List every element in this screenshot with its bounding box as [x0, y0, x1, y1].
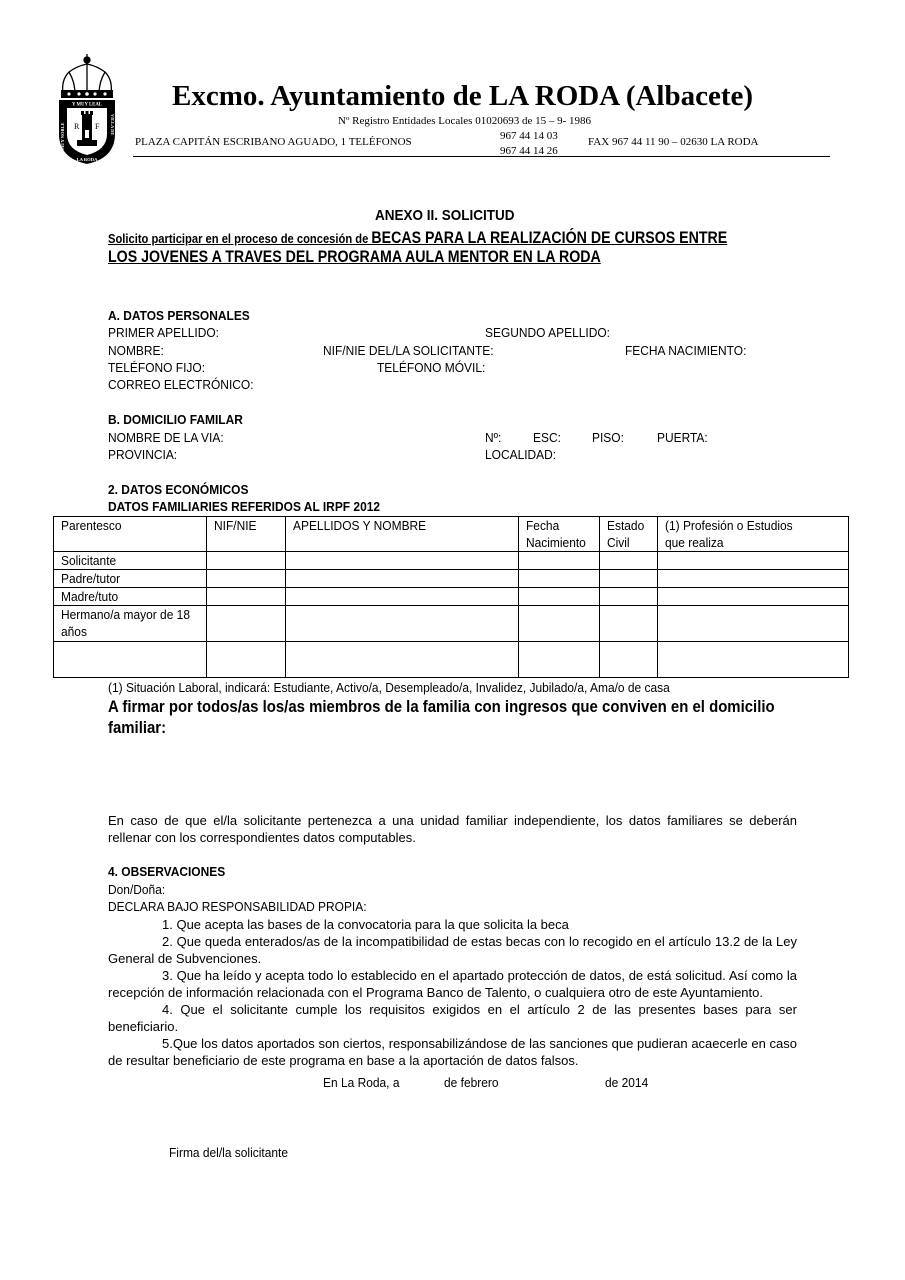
localidad-label: LOCALIDAD: — [485, 447, 557, 462]
via-label: NOMBRE DE LA VIA: — [108, 430, 224, 445]
section-a-heading: A. DATOS PERSONALES — [108, 308, 250, 323]
table-cell[interactable] — [286, 606, 519, 642]
crest-motto-top: Y MUY LEAL — [71, 102, 103, 108]
esc-label: ESC: — [533, 430, 561, 445]
annex-intro-small: Solicito participar en el proceso de concesión de — [108, 231, 372, 246]
crest-motto-bottom: LA RODA — [76, 157, 98, 162]
table-cell[interactable] — [207, 588, 286, 606]
declaration-item: 2. Que queda enterados/as de la incompatibilidad de estas becas con lo recogido en el artículo 13.2 de la Ley General de Subvenciones. — [108, 934, 797, 966]
crest-initial-left: R — [74, 122, 80, 131]
table-cell[interactable] — [207, 642, 286, 678]
fecha-nacimiento-label: FECHA NACIMIENTO: — [625, 343, 747, 358]
piso-label: PISO: — [592, 430, 624, 445]
header-divider — [133, 156, 830, 157]
table-footnote: (1) Situación Laboral, indicará: Estudiante, Activo/a, Desempleado/a, Invalidez, Jubilado/a, Ama/o de casa — [108, 680, 670, 695]
address: PLAZA CAPITÁN ESCRIBANO AGUADO, 1 TELÉFONOS — [135, 136, 412, 148]
table-cell[interactable] — [519, 588, 600, 606]
declaration-item: 1. Que acepta las bases de la convocatoria para la que solicita la beca — [162, 917, 569, 932]
table-cell-parentesco: Madre/tuto — [54, 588, 207, 606]
table-cell[interactable] — [600, 606, 658, 642]
table-cell[interactable] — [519, 606, 600, 642]
table-header-cell: (1) Profesión o Estudios que realiza — [658, 517, 849, 552]
crest-motto-right: VILLA DE — [110, 114, 115, 136]
table-header-cell: Fecha Nacimiento — [519, 517, 600, 552]
closing-place: En La Roda, a — [323, 1075, 400, 1090]
nombre-label: NOMBRE: — [108, 343, 164, 358]
closing-year: de 2014 — [605, 1075, 649, 1090]
don-label: Don/Doña: — [108, 882, 166, 897]
table-cell[interactable] — [600, 570, 658, 588]
table-cell[interactable] — [658, 588, 849, 606]
primer-apellido-label: PRIMER APELLIDO: — [108, 325, 220, 340]
table-cell[interactable] — [658, 606, 849, 642]
table-cell[interactable] — [207, 570, 286, 588]
table-cell[interactable] — [519, 570, 600, 588]
registry-number: Nº Registro Entidades Locales 01020693 de 15 – 9- 1986 — [338, 115, 592, 127]
family-table — [53, 516, 849, 678]
declaration-item: 3. Que ha leído y acepta todo lo establecido en el apartado protección de datos, de está solicitud. Así como la recepción de información relacionada con el Programa Banco de Talento, o cualquiera otro de este Ayuntamiento. — [108, 968, 797, 1000]
fax-postal: FAX 967 44 11 90 – 02630 LA RODA — [588, 136, 759, 148]
table-row — [54, 606, 849, 642]
section-b-heading: B. DOMICILIO FAMILAR — [108, 412, 243, 427]
phone-1: 967 44 14 03 — [500, 130, 558, 142]
table-cell[interactable] — [658, 642, 849, 678]
municipality-title: Excmo. Ayuntamiento de LA RODA (Albacete) — [172, 80, 754, 112]
table-cell[interactable] — [658, 552, 849, 570]
table-cell-parentesco: Hermano/a mayor de 18 años — [54, 606, 207, 642]
table-cell-parentesco: Solicitante — [54, 552, 207, 570]
section-4-heading: 4. OBSERVACIONES — [108, 864, 226, 879]
nif-label: NIF/NIE DEL/LA SOLICITANTE: — [323, 343, 494, 358]
table-header-row — [54, 517, 849, 552]
numero-label: Nº: — [485, 430, 502, 445]
annex-intro-line-2: LOS JOVENES A TRAVES DEL PROGRAMA AULA MENTOR EN LA RODA — [108, 248, 601, 266]
declaration-list — [108, 916, 797, 1069]
table-cell[interactable] — [286, 552, 519, 570]
sign-notice: A firmar por todos/as los/as miembros de la familia con ingresos que conviven en el domicilio familiar: — [108, 698, 775, 737]
table-cell[interactable] — [600, 642, 658, 678]
table-row — [54, 642, 849, 678]
table-header-cell: Estado Civil — [600, 517, 658, 552]
annex-intro-large: BECAS PARA LA REALIZACIÓN DE CURSOS ENTRE — [371, 229, 728, 247]
table-header-cell: Parentesco — [54, 517, 207, 552]
crest-motto-left: MUY NOBLE — [60, 122, 65, 150]
table-cell-parentesco[interactable] — [54, 642, 207, 678]
signature-label: Firma del/la solicitante — [169, 1145, 288, 1160]
table-cell[interactable] — [286, 642, 519, 678]
correo-label: CORREO ELECTRÓNICO: — [108, 377, 254, 392]
telefono-fijo-label: TELÉFONO FIJO: — [108, 360, 206, 375]
section-2-heading: 2. DATOS ECONÓMICOS — [108, 482, 249, 497]
segundo-apellido-label: SEGUNDO APELLIDO: — [485, 325, 610, 340]
table-header-cell: APELLIDOS Y NOMBRE — [286, 517, 519, 552]
table-cell[interactable] — [600, 552, 658, 570]
table-cell[interactable] — [286, 570, 519, 588]
table-cell[interactable] — [286, 588, 519, 606]
table-cell[interactable] — [600, 588, 658, 606]
table-cell[interactable] — [658, 570, 849, 588]
puerta-label: PUERTA: — [657, 430, 708, 445]
crest-initial-right: F — [95, 122, 100, 131]
table-cell-parentesco: Padre/tutor — [54, 570, 207, 588]
table-row — [54, 588, 849, 606]
table-cell[interactable] — [207, 606, 286, 642]
table-row — [54, 552, 849, 570]
phone-2: 967 44 14 26 — [500, 145, 558, 157]
declara-label: DECLARA BAJO RESPONSABILIDAD PROPIA: — [108, 899, 367, 914]
table-row — [54, 570, 849, 588]
provincia-label: PROVINCIA: — [108, 447, 178, 462]
telefono-movil-label: TELÉFONO MÓVIL: — [377, 360, 486, 375]
annex-heading: ANEXO II. SOLICITUD — [375, 207, 515, 224]
annex-intro-line-1 — [108, 228, 727, 249]
table-cell[interactable] — [207, 552, 286, 570]
table-cell[interactable] — [519, 642, 600, 678]
closing-month: de febrero — [444, 1075, 499, 1090]
section-2-subheading: DATOS FAMILIARIES REFERIDOS AL IRPF 2012 — [108, 499, 381, 514]
declaration-item: 4. Que el solicitante cumple los requisitos exigidos en el artículo 2 de las presentes bases para ser beneficiario. — [108, 1002, 797, 1034]
municipal-crest — [55, 54, 119, 166]
independent-note: En caso de que el/la solicitante pertenezca a una unidad familiar independiente, los datos familiares se deberán rellenar con los correspondientes datos computables. — [108, 813, 797, 845]
table-header-cell: NIF/NIE — [207, 517, 286, 552]
table-cell[interactable] — [519, 552, 600, 570]
declaration-item: 5.Que los datos aportados son ciertos, responsabilizándose de las sanciones que pudieran acaecerle en caso de resultar beneficiario de este programa en base a la aportación de datos falsos. — [108, 1036, 797, 1068]
